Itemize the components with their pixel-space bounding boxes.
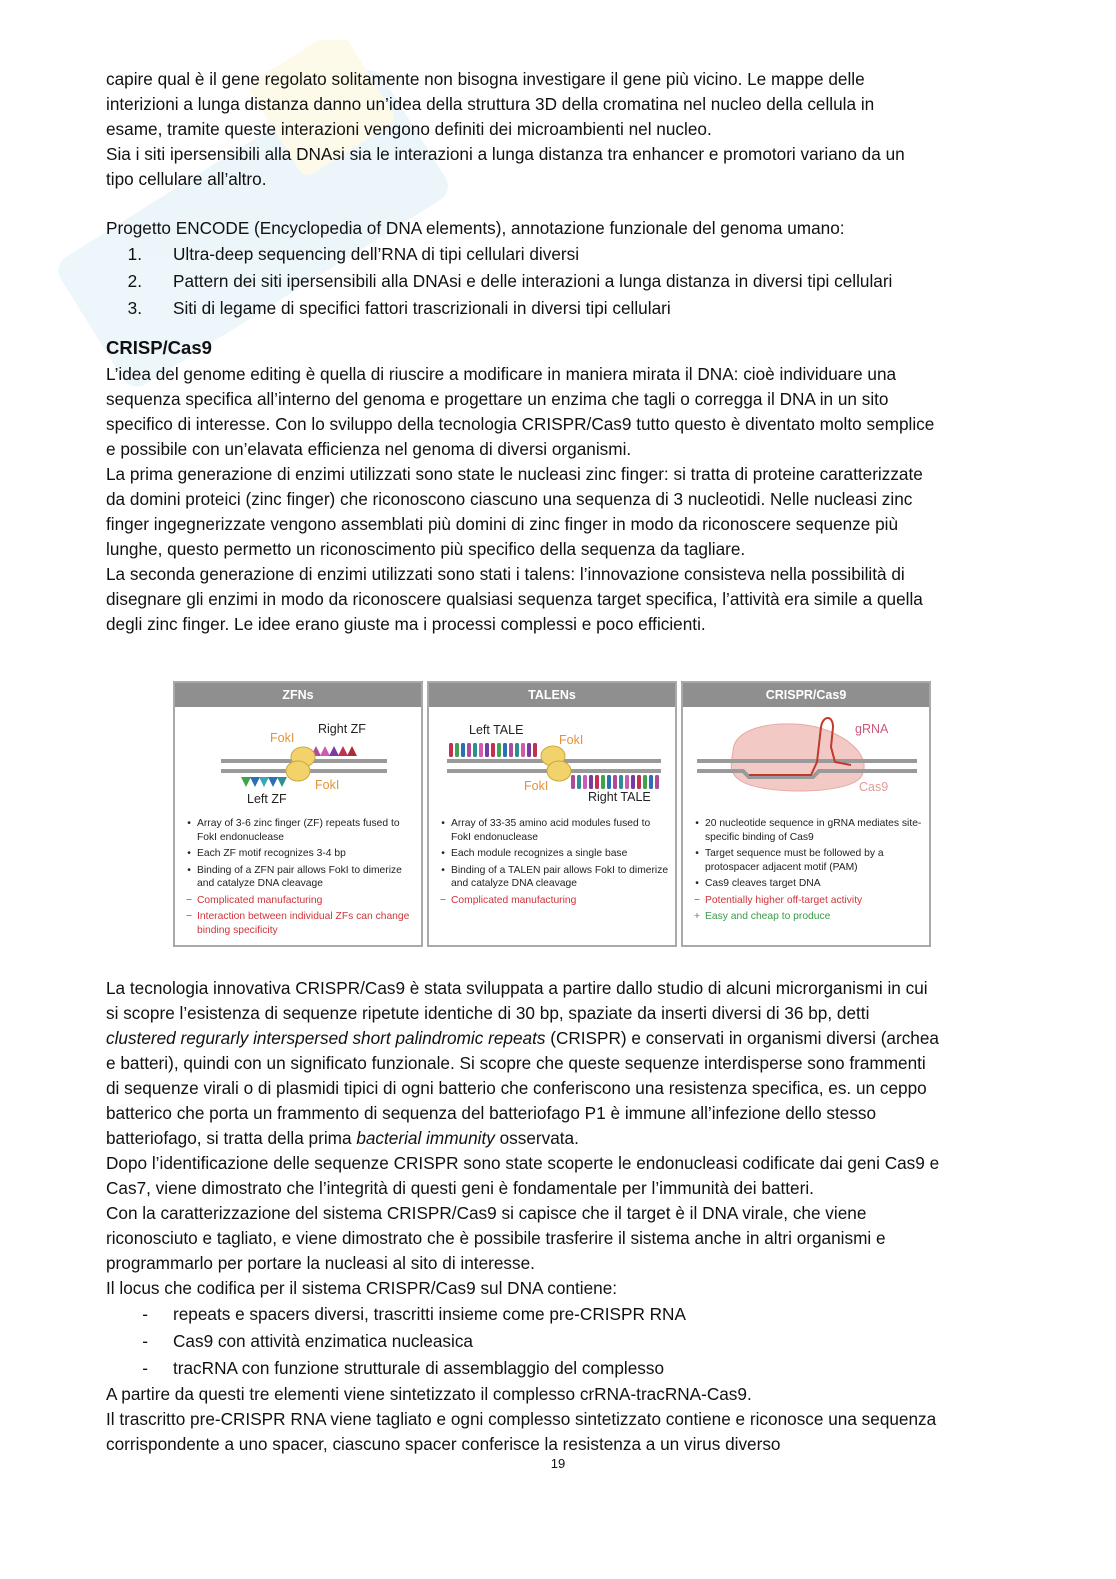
tale-module <box>619 775 623 789</box>
bullet-item: • Binding of a TALEN pair allows FokI to dimerize and catalyze DNA cleavage <box>441 864 669 889</box>
text-line: corrispondente a uno spacer, ciascuno spacer conferisce la resistenza a un virus diverso <box>106 1434 781 1454</box>
right-tale-label: Right TALE <box>588 790 651 804</box>
tale-module <box>533 743 537 757</box>
left-tale-modules <box>449 743 537 757</box>
tale-module <box>613 775 617 789</box>
text-line: Con la caratterizzazione del sistema CRISPR/Cas9 si capisce che il target è il DNA virale, che viene <box>106 1203 867 1223</box>
bullet-item: + Easy and cheap to produce <box>693 911 831 922</box>
text-line: e batteri), quindi con un significato funzionale. Si scopre che queste sequenze interdisperse sono frammenti <box>106 1053 926 1073</box>
tale-module <box>643 775 647 789</box>
text-line: da domini proteici (zinc finger) che riconoscono ciascuno una sequenza di 3 nucleotidi. Nelle nucleasi zinc <box>106 489 913 509</box>
encode-list <box>106 241 1011 322</box>
text-line: Sia i siti ipersensibili alla DNAsi sia le interazioni a lunga distanza tra enhancer e promotori variano da un <box>106 144 905 164</box>
text-line: Il locus che codifica per il sistema CRISPR/Cas9 sul DNA contiene: <box>106 1278 618 1298</box>
tale-module <box>467 743 471 757</box>
text-line: lunghe, questo permetto un riconoscimento più specifico della sequenza da tagliare. <box>106 539 746 559</box>
talen-title: TALENs <box>429 683 675 707</box>
text-line: degli zinc finger. Le idee erano giuste ma i processi complessi e poco efficienti. <box>106 614 706 634</box>
text-line: L’idea del genome editing è quella di riuscire a modificare in maniera mirata il DNA: cioè individuare una <box>106 364 897 384</box>
foki-label: FokI <box>270 731 295 745</box>
text-line: Cas7, viene dimostrato che l’integrità di questi geni è fondamentale per l’immunità dei batteri. <box>106 1178 814 1198</box>
bullet-item: • Target sequence must be followed by a protospacer adjacent motif (PAM) <box>695 848 884 873</box>
crispr-paragraph <box>106 976 1011 1301</box>
tale-module <box>595 775 599 789</box>
text-line: capire qual è il gene regolato solitamente non bisogna investigare il gene più vicino. Le mappe delle <box>106 69 865 89</box>
zfn-bullets <box>181 817 419 940</box>
bullet-item: • Cas9 cleaves target DNA <box>695 878 821 889</box>
grna-label: gRNA <box>855 722 889 736</box>
text-line: La seconda generazione di enzimi utilizzati sono stati i talens: l’innovazione consisteva nella possibilità di <box>106 564 905 584</box>
tale-module <box>577 775 581 789</box>
foki-label: FokI <box>559 733 584 747</box>
tale-module <box>479 743 483 757</box>
tale-module <box>503 743 507 757</box>
list-item: 1. Ultra-deep sequencing dell’RNA di tipi cellulari diversi <box>127 244 580 264</box>
text-line: Dopo l’identificazione delle sequenze CRISPR sono state scoperte le endonucleasi codificate dai geni Cas9 e <box>106 1153 940 1173</box>
text-line: riconosciuto e tagliato, e viene dimostrato che è possibile trasferire il sistema anche in altri organismi e <box>106 1228 886 1248</box>
tale-module <box>601 775 605 789</box>
foki-label: FokI <box>524 779 549 793</box>
bullet-item: • Each module recognizes a single base <box>441 848 628 859</box>
text-line: Il trascritto pre-CRISPR RNA viene tagliato e ogni complesso sintetizzato contiene e riconosce una sequenza <box>106 1409 937 1429</box>
tale-module <box>473 743 477 757</box>
tale-module <box>607 775 611 789</box>
talen-bullets <box>435 817 673 910</box>
list-item: - tracRNA con funzione strutturale di assemblaggio del complesso <box>142 1358 665 1378</box>
cas9-label: Cas9 <box>859 780 889 794</box>
tale-module <box>625 775 629 789</box>
text-line: sequenza specifica all’interno del genoma e progettare un enzima che tagli o corregga il DNA in un sito <box>106 389 889 409</box>
tale-module <box>485 743 489 757</box>
zfn-title: ZFNs <box>175 683 421 707</box>
crispr-bullets <box>689 817 927 927</box>
bullet-item: • Binding of a ZFN pair allows FokI to dimerize and catalyze DNA cleavage <box>187 864 402 889</box>
foki-label: FokI <box>315 778 340 792</box>
tale-module <box>583 775 587 789</box>
tale-module <box>491 743 495 757</box>
intro-paragraph <box>106 67 1011 192</box>
talen-diagram <box>429 707 675 815</box>
text-line: La prima generazione di enzimi utilizzati sono state le nucleasi zinc finger: si tratta di proteine caratterizzate <box>106 464 923 484</box>
closing-paragraph <box>106 1382 1011 1457</box>
locus-list <box>106 1301 1011 1382</box>
list-item: - repeats e spacers diversi, trascritti insieme come pre-CRISPR RNA <box>142 1304 686 1324</box>
text-line: interizioni a lunga distanza danno un’idea della struttura 3D della cromatina nel nucleo della cellula in <box>106 94 875 114</box>
genome-editing-figure <box>173 681 934 951</box>
section-heading: CRISP/Cas9 <box>106 337 212 358</box>
tale-module <box>655 775 659 789</box>
text-line: programmarlo per portare la nucleasi al sito di interesse. <box>106 1253 535 1273</box>
tale-module <box>449 743 453 757</box>
bullet-item: − Potentially higher off-target activity <box>693 894 863 906</box>
tale-module <box>589 775 593 789</box>
list-item: - Cas9 con attività enzimatica nucleasica <box>142 1331 473 1351</box>
bullet-item: • Array of 3-6 zinc finger (ZF) repeats fused to FokI endonuclease <box>187 818 400 843</box>
tale-module <box>521 743 525 757</box>
tale-module <box>649 775 653 789</box>
right-tale-modules <box>571 775 659 789</box>
text-line: clustered regurarly interspersed short palindromic repeats (CRISPR) e conservati in organismi diversi (archea <box>106 1028 939 1048</box>
text-line: finger ingegnerizzate vengono assemblati più domini di zinc finger in modo da riconoscere sequenze più <box>106 514 899 534</box>
crispr-panel <box>681 681 931 947</box>
text-line: si scopre l’esistenza di sequenze ripetute identiche di 30 bp, spaziate da inserti diversi di 36 bp, detti <box>106 1003 870 1023</box>
list-item: 2. Pattern dei siti ipersensibili alla DNAsi e delle interazioni a lunga distanza in diversi tipi cellulari <box>127 271 893 291</box>
tale-module <box>515 743 519 757</box>
tale-module <box>461 743 465 757</box>
list-item: 3. Siti di legame di specifici fattori trascrizionali in diversi tipi cellulari <box>127 298 671 318</box>
page-number: 19 <box>550 1456 566 1471</box>
text-line: batterico che porta un frammento di sequenza del batteriofago P1 è immune all’infezione dello stesso <box>106 1103 877 1123</box>
tale-module <box>509 743 513 757</box>
text-line: disegnare gli enzimi in modo da riconoscere qualsiasi sequenza target specifica, l’attività era simile a quella <box>106 589 923 609</box>
zfn-diagram <box>175 707 421 815</box>
tale-module <box>631 775 635 789</box>
text-line: specifico di interesse. Con lo sviluppo della tecnologia CRISPR/Cas9 tutto questo è diventato molto semplice <box>106 414 935 434</box>
tale-module <box>527 743 531 757</box>
text-line: esame, tramite queste interazioni vengono definiti dei microambienti nel nucleo. <box>106 119 712 139</box>
bullet-item: • Each ZF motif recognizes 3-4 bp <box>187 848 346 859</box>
crispr-diagram <box>683 707 929 815</box>
tale-module <box>455 743 459 757</box>
bullet-item: − Complicated manufacturing <box>439 894 577 906</box>
bullet-item: • Array of 33-35 amino acid modules fused to FokI endonuclease <box>441 818 651 843</box>
tale-module <box>571 775 575 789</box>
bullet-item: • 20 nucleotide sequence in gRNA mediates site-specific binding of Cas9 <box>695 818 922 843</box>
text-column-lower <box>106 976 1011 1457</box>
text-line: tipo cellulare all’altro. <box>106 169 267 189</box>
text-line: batteriofago, si tratta della prima bacterial immunity osservata. <box>106 1128 579 1148</box>
text-line: di sequenze virali o di plasmidi tipici di ogni batterio che conferiscono una resistenza specifica, es. un ceppo <box>106 1078 927 1098</box>
bullet-item: − Interaction between individual ZFs can change binding specificity <box>185 911 410 936</box>
talen-panel <box>427 681 677 947</box>
genome-editing-paragraph <box>106 362 1011 637</box>
text-line: A partire da questi tre elementi viene sintetizzato il complesso crRNA-tracRNA-Cas9. <box>106 1384 752 1404</box>
tale-module <box>497 743 501 757</box>
tale-module <box>637 775 641 789</box>
text-line: La tecnologia innovativa CRISPR/Cas9 è stata sviluppata a partire dallo studio di alcuni microrganismi in cui <box>106 978 928 998</box>
bullet-item: − Complicated manufacturing <box>185 894 323 906</box>
zfn-panel <box>173 681 423 947</box>
crispr-title: CRISPR/Cas9 <box>683 683 929 707</box>
left-zf-label: Left ZF <box>247 792 287 806</box>
text-column <box>106 67 1011 637</box>
left-tale-label: Left TALE <box>469 723 524 737</box>
right-zf-fingers <box>311 746 357 756</box>
right-zf-label: Right ZF <box>318 722 366 736</box>
left-zf-fingers <box>241 777 287 787</box>
text-line: e possibile con un’elavata efficienza nel genoma di diversi organismi. <box>106 439 632 459</box>
encode-intro: Progetto ENCODE (Encyclopedia of DNA elements), annotazione funzionale del genoma umano: <box>106 218 845 238</box>
